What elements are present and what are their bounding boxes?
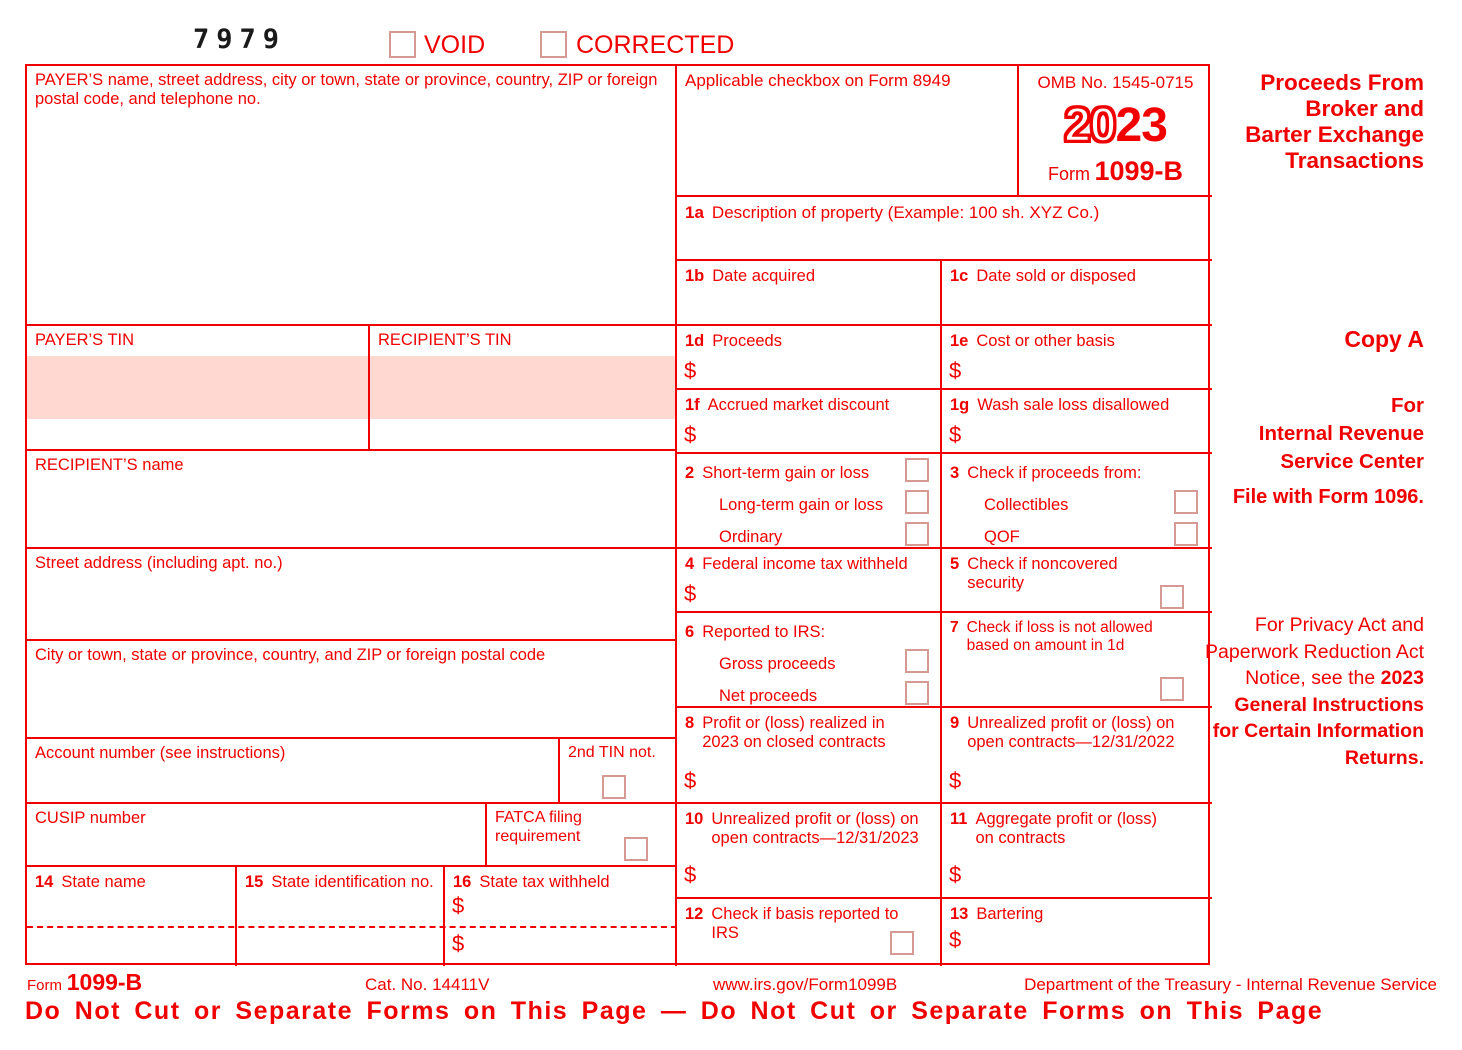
- box11-dollar: $: [949, 862, 962, 887]
- payer-tin-field[interactable]: [27, 326, 370, 451]
- box3-cell: [942, 454, 1212, 549]
- box1a-number: 1a: [685, 203, 704, 222]
- box9-field[interactable]: [942, 708, 1212, 804]
- corrected-checkbox[interactable]: [540, 31, 567, 58]
- for-irs-center: [1194, 392, 1424, 476]
- footer-form-id: [27, 969, 142, 996]
- account-number-field[interactable]: [27, 739, 560, 804]
- box2-ordinary-checkbox[interactable]: [905, 522, 929, 546]
- tax-year: [1019, 98, 1212, 153]
- box1f-number: 1f: [685, 396, 700, 414]
- box6-cell: [677, 613, 942, 708]
- box5-cell: [942, 549, 1212, 613]
- box3-collectibles-checkbox[interactable]: [1174, 490, 1198, 514]
- void-label: VOID: [424, 31, 486, 59]
- privacy-notice: [1204, 612, 1424, 771]
- state-row-dashed-divider: [27, 926, 677, 928]
- box10-field[interactable]: [677, 804, 942, 899]
- box5-number: 5: [950, 555, 960, 573]
- box12-number: 12: [685, 905, 704, 923]
- box1d-dollar: $: [684, 358, 697, 383]
- box14-number: 14: [35, 873, 54, 891]
- form-grid: [25, 64, 1210, 965]
- box3-qof-label: QOF: [984, 528, 1020, 546]
- box1f-field[interactable]: [677, 390, 942, 454]
- form-title-line4: Transactions: [1285, 148, 1424, 173]
- state-id-field[interactable]: [237, 867, 445, 966]
- box9-number: 9: [950, 714, 960, 732]
- box1f-label: Accrued market discount: [707, 396, 890, 414]
- box1b-field[interactable]: [677, 261, 942, 326]
- box1g-label: Wash sale loss disallowed: [977, 396, 1170, 414]
- box13-dollar: $: [949, 927, 962, 952]
- box11-number: 11: [950, 810, 968, 828]
- irs-url[interactable]: www.irs.gov/Form1099B: [713, 975, 898, 994]
- box7-cell: [942, 613, 1212, 708]
- box8-dollar: $: [684, 768, 697, 793]
- box1c-field[interactable]: [942, 261, 1212, 326]
- box4-dollar: $: [684, 581, 697, 606]
- box1g-number: 1g: [950, 396, 970, 414]
- recipient-tin-label: RECIPIENT’S TIN: [378, 331, 512, 349]
- box6-number: 6: [685, 623, 695, 641]
- do-not-cut-warning: Do Not Cut or Separate Forms on This Page — Do Not Cut or Separate Forms on This Page: [25, 997, 1324, 1025]
- box1d-number: 1d: [685, 332, 705, 350]
- box5-label: Check if noncovered security: [967, 555, 1118, 592]
- box5-noncovered-checkbox[interactable]: [1160, 585, 1184, 609]
- box6-net-label: Net proceeds: [719, 687, 818, 705]
- recipient-name-label: RECIPIENT’S name: [35, 456, 184, 474]
- for-irs-line2: Internal Revenue: [1258, 422, 1424, 445]
- box6-net-checkbox[interactable]: [905, 681, 929, 705]
- box13-field[interactable]: [942, 899, 1212, 966]
- box1g-field[interactable]: [942, 390, 1212, 454]
- form-number: 1099-B: [1094, 156, 1183, 186]
- cusip-label: CUSIP number: [35, 809, 146, 827]
- treasury-dept-label: Department of the Treasury - Internal Revenue Service: [1024, 975, 1437, 994]
- box10-label: Unrealized profit or (loss) on open contracts—12/31/2023: [711, 810, 919, 847]
- scannable-form-code: 7979: [193, 24, 287, 55]
- box8-field[interactable]: [677, 708, 942, 804]
- box11-field[interactable]: [942, 804, 1212, 899]
- box2-cell: [677, 454, 942, 549]
- box2-short-term-checkbox[interactable]: [905, 458, 929, 482]
- form-number-block: [1019, 156, 1212, 187]
- privacy-notice-bold: 2023 General Instructions for Certain Information Returns.: [1212, 667, 1424, 769]
- form8949-checkbox-field[interactable]: [677, 66, 1019, 197]
- box16-number: 16: [453, 873, 472, 891]
- state-name-field[interactable]: [27, 867, 237, 966]
- box4-number: 4: [685, 555, 695, 573]
- omb-number: OMB No. 1545-0715: [1037, 73, 1194, 92]
- box1b-label: Date acquired: [712, 267, 815, 285]
- box6-gross-checkbox[interactable]: [905, 649, 929, 673]
- box1b-number: 1b: [685, 267, 705, 285]
- box1e-label: Cost or other basis: [976, 332, 1115, 350]
- box1c-label: Date sold or disposed: [976, 267, 1136, 285]
- omb-year-cell: [1019, 66, 1212, 197]
- fatca-cell: [487, 804, 677, 867]
- form-title-line1: Proceeds From: [1260, 70, 1424, 95]
- for-irs-line1: For: [1390, 394, 1424, 417]
- box2-option1-label: Short-term gain or loss: [702, 464, 870, 482]
- box8-label: Profit or (loss) realized in 2023 on closed contracts: [702, 714, 886, 751]
- box16-dollar-2: $: [452, 931, 465, 956]
- box8-number: 8: [685, 714, 695, 732]
- account-number-label: Account number (see instructions): [35, 744, 286, 762]
- box2-option3-label: Ordinary: [719, 528, 783, 546]
- box4-field[interactable]: [677, 549, 942, 613]
- box1a-field[interactable]: [677, 197, 1212, 261]
- footer-form-word: Form: [27, 977, 62, 994]
- box1e-field[interactable]: [942, 326, 1212, 390]
- box3-qof-checkbox[interactable]: [1174, 522, 1198, 546]
- box16-dollar-1: $: [452, 893, 465, 918]
- box14-label: State name: [61, 873, 146, 891]
- box1e-number: 1e: [950, 332, 969, 350]
- box2-number: 2: [685, 464, 695, 482]
- box3-label: Check if proceeds from:: [967, 464, 1142, 482]
- payer-name-field[interactable]: [27, 66, 677, 326]
- void-checkbox[interactable]: [389, 31, 416, 58]
- street-address-field[interactable]: [27, 549, 677, 641]
- box1d-field[interactable]: [677, 326, 942, 390]
- box7-label: Check if loss is not allowed based on amount in 1d: [966, 619, 1153, 654]
- box12-cell: [677, 899, 942, 966]
- box1d-label: Proceeds: [712, 332, 782, 350]
- box12-label: Check if basis reported to IRS: [711, 905, 899, 942]
- box16-label: State tax withheld: [479, 873, 610, 891]
- second-tin-label: 2nd TIN not.: [568, 744, 656, 761]
- form-title-line3: Barter Exchange: [1245, 122, 1424, 147]
- box7-loss-not-allowed-checkbox[interactable]: [1160, 677, 1184, 701]
- city-field[interactable]: [27, 641, 677, 739]
- box13-label: Bartering: [976, 905, 1044, 923]
- payer-name-label: PAYER’S name, street address, city or town, state or province, country, ZIP or foreign postal code, and telephone no.: [35, 71, 658, 109]
- box13-number: 13: [950, 905, 969, 923]
- recipient-tin-field[interactable]: [370, 326, 677, 451]
- second-tin-checkbox[interactable]: [602, 775, 626, 799]
- box3-number: 3: [950, 464, 960, 482]
- box6-label: Reported to IRS:: [702, 623, 826, 641]
- box9-label: Unrealized profit or (loss) on open contracts—12/31/2022: [967, 714, 1175, 751]
- box2-option2-label: Long-term gain or loss: [719, 496, 884, 514]
- file-with-1096: File with Form 1096.: [1232, 486, 1424, 508]
- box1c-number: 1c: [950, 267, 969, 285]
- box9-dollar: $: [949, 768, 962, 793]
- form-word: Form: [1047, 164, 1090, 184]
- box10-dollar: $: [684, 862, 697, 887]
- box3-collectibles-label: Collectibles: [984, 496, 1069, 514]
- payer-tin-label: PAYER’S TIN: [35, 331, 135, 349]
- box6-gross-label: Gross proceeds: [719, 655, 836, 673]
- for-irs-line3: Service Center: [1280, 450, 1424, 473]
- box10-number: 10: [685, 810, 704, 828]
- box7-number: 7: [950, 619, 959, 636]
- recipient-name-field[interactable]: [27, 451, 677, 549]
- box4-label: Federal income tax withheld: [702, 555, 908, 573]
- cusip-field[interactable]: [27, 804, 487, 867]
- catalog-number: Cat. No. 14411V: [365, 975, 490, 994]
- tax-year-solid: 23: [1115, 99, 1167, 152]
- box2-long-term-checkbox[interactable]: [905, 490, 929, 514]
- box1g-dollar: $: [949, 422, 962, 447]
- footer-form-number: 1099-B: [66, 969, 143, 995]
- form-title-line2: Broker and: [1305, 96, 1424, 121]
- city-label: City or town, state or province, country, and ZIP or foreign postal code: [35, 646, 546, 664]
- second-tin-cell: [560, 739, 677, 804]
- tax-year-outline: 20: [1064, 99, 1116, 152]
- box1a-label: Description of property (Example: 100 sh. XYZ Co.): [711, 203, 1100, 222]
- box15-label: State identification no.: [271, 873, 434, 891]
- corrected-label: CORRECTED: [576, 31, 735, 59]
- form8949-label: Applicable checkbox on Form 8949: [685, 71, 951, 90]
- form-title: [1194, 70, 1424, 174]
- box15-number: 15: [245, 873, 264, 891]
- box1e-dollar: $: [949, 358, 962, 383]
- fatca-checkbox[interactable]: [624, 837, 648, 861]
- street-address-label: Street address (including apt. no.): [35, 554, 283, 572]
- fatca-label: FATCA filing requirement: [495, 809, 582, 845]
- box11-label: Aggregate profit or (loss) on contracts: [975, 810, 1158, 847]
- box12-basis-reported-checkbox[interactable]: [890, 931, 914, 955]
- privacy-notice-regular: For Privacy Act and Paperwork Reduction Act Notice, see the: [1205, 614, 1424, 689]
- state-tax-field[interactable]: [445, 867, 677, 966]
- copy-a-label: Copy A: [1344, 326, 1424, 352]
- box1f-dollar: $: [684, 422, 697, 447]
